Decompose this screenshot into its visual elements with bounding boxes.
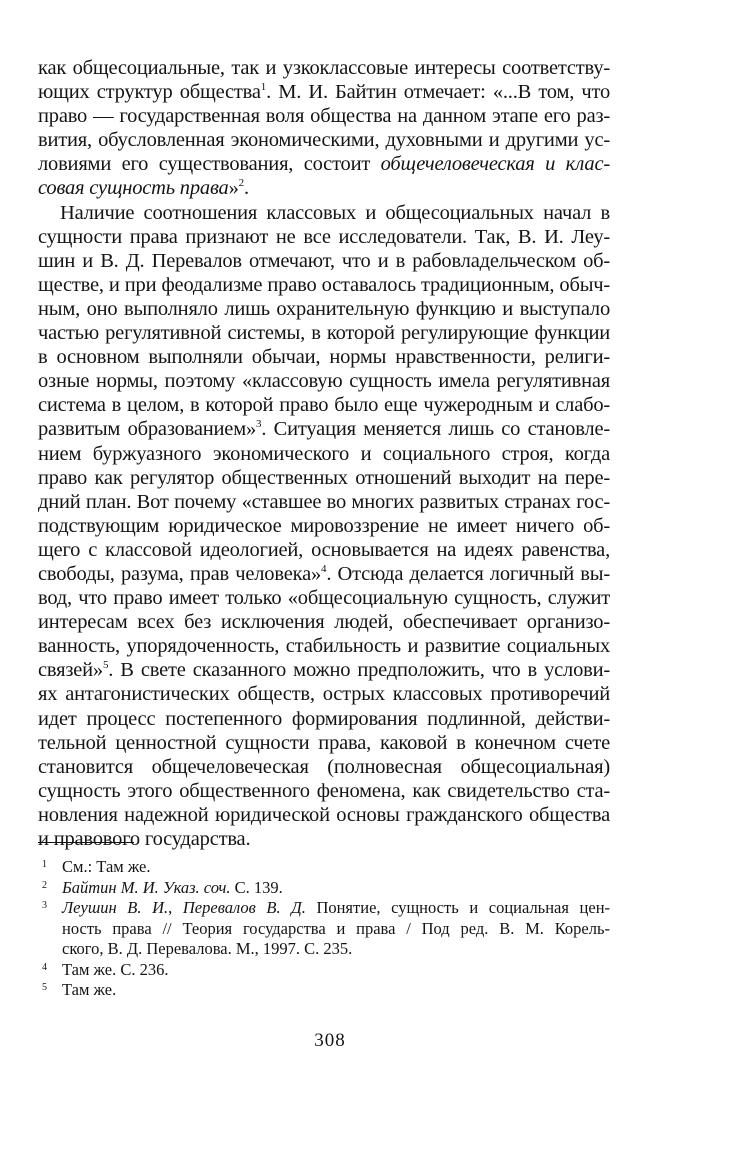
text-line: щего с классовой идеологией, основывается на идеях равенства, xyxy=(38,538,610,561)
text-line: дний план. Вот почему «ставшее во многих развитых странах гос- xyxy=(38,490,610,513)
italic-text: Указ. соч. xyxy=(162,877,231,897)
text-line: подствующим юридическое мировоззрение не имеет ничего об- xyxy=(38,514,610,537)
footnote xyxy=(38,980,610,1001)
text-line: интересам всех без исключения людей, обеспечивает организо- xyxy=(38,611,610,634)
italic-text: Байтин М. И. xyxy=(62,877,159,897)
footnotes xyxy=(38,842,610,1001)
footnote xyxy=(38,898,610,960)
text-line: и правового государства. xyxy=(38,828,251,850)
text-line: шин и В. Д. Перевалов отмечают, что и в рабовладельческом об- xyxy=(38,249,610,272)
footnote-ref: 4 xyxy=(321,563,327,576)
text-line: сущности права признают не все исследователи. Так, В. И. Леу- xyxy=(38,225,610,248)
text-line: ющих структур общества$^1$. М. И. Байтин отмечает: «...В том, что xyxy=(38,81,611,104)
text-line: новления надежной юридической основы гражданского общества xyxy=(38,803,610,826)
footnote-separator xyxy=(38,842,134,843)
text-line: свободы, разума, прав человека»$^4$. Отсюда делается логичный вы- xyxy=(38,562,610,585)
text-line: ным, оно выполняло лишь охранительную функцию и выступало xyxy=(38,297,610,320)
footnote-ref: 2 xyxy=(238,177,244,190)
footnote-number: 2 xyxy=(42,879,47,891)
text-line: озные нормы, поэтому «классовую сущность имела регулятивная xyxy=(38,370,610,393)
footnote-line: Там же. С. 236. xyxy=(62,959,169,979)
text-line: право — государственная воля общества на данном этапе его раз- xyxy=(38,105,610,128)
footnote-number: 3 xyxy=(42,900,47,911)
text-line: система в целом, в которой право было еще чужеродным и слабо- xyxy=(38,394,610,417)
paragraph xyxy=(38,201,610,852)
footnote-line: Там же. xyxy=(62,980,117,999)
footnote-ref: 3 xyxy=(256,418,262,431)
text-line: связей»$^5$. В свете сказанного можно предположить, что в услови- xyxy=(38,659,610,682)
text-line: как общесоциальные, так и узкоклассовые интересы соответству- xyxy=(38,57,610,79)
footnote-number: 5 xyxy=(42,982,47,993)
italic-text: совая сущность права xyxy=(38,177,229,200)
text-line: ществе, и при феодализме право оставалось традиционным, обыч- xyxy=(38,273,610,296)
text-line: ях антагонистических обществ, острых классовых противоречий xyxy=(38,683,610,706)
text-line: право как регулятор общественных отношений выходит на пере- xyxy=(38,466,610,489)
footnote-list xyxy=(38,857,610,1001)
footnote-ref: 5 xyxy=(102,659,109,672)
text-line: вод, что право имеет только «общесоциальную сущность, служит xyxy=(38,587,610,610)
text-line: совая сущность права»$^2$. xyxy=(38,177,249,200)
italic-text: Перевалов В. Д. xyxy=(182,898,306,917)
italic-text: Леушин В. И. xyxy=(62,898,169,917)
footnote xyxy=(38,878,610,899)
footnote-number: 4 xyxy=(42,961,47,973)
paragraph xyxy=(38,56,610,201)
text-line: частью регулятивной системы, в которой регулирующие функции xyxy=(38,322,610,345)
footnote-line: См.: Там же. xyxy=(62,857,151,876)
text-line: ловиями его существования, состоит общечеловеческая и клас- xyxy=(38,153,610,176)
text-line: ванность, упорядоченность, стабильность и развитие социальных xyxy=(38,635,610,658)
italic-text: общечеловеческая и клас- xyxy=(380,153,610,176)
footnote-line: Леушин В. И., Перевалов В. Д. Понятие, сущность и социальная цен- xyxy=(62,898,611,917)
text-line: сущность этого общественного феномена, как свидетельство ста- xyxy=(38,779,610,802)
footnote-ref: 1 xyxy=(260,81,267,94)
text-line: Наличие соотношения классовых и общесоциальных начал в xyxy=(60,201,610,224)
footnote-line: ского, В. Д. Перевалова. М., 1997. С. 235. xyxy=(62,939,353,958)
text-line: в основном выполняли обычаи, нормы нравственности, религи- xyxy=(38,346,610,369)
footnote-number: 1 xyxy=(42,859,47,870)
footnote-line: Байтин М. И. Указ. соч. С. 139. xyxy=(62,877,283,897)
main-text xyxy=(38,56,610,851)
text-line: нием буржуазного экономического и социального строя, когда xyxy=(38,442,610,465)
page-number: 308 xyxy=(314,1030,346,1051)
text-line: вития, обусловленная экономическими, духовными и другими ус- xyxy=(38,129,610,152)
text-line: идет процесс постепенного формирования подлинной, действи- xyxy=(38,707,610,730)
text-line: тельной ценностной сущности права, каковой в конечном счете xyxy=(38,731,610,754)
text-line: становится общечеловеческая (полновесная общесоциальная) xyxy=(38,755,610,778)
text-line: развитым образованием»$^3$. Ситуация меняется лишь со становле- xyxy=(38,418,610,441)
footnote-line: ность права // Теория государства и права / Под ред. В. М. Корель- xyxy=(62,918,610,938)
footnote xyxy=(38,960,610,981)
footnote xyxy=(38,857,610,878)
